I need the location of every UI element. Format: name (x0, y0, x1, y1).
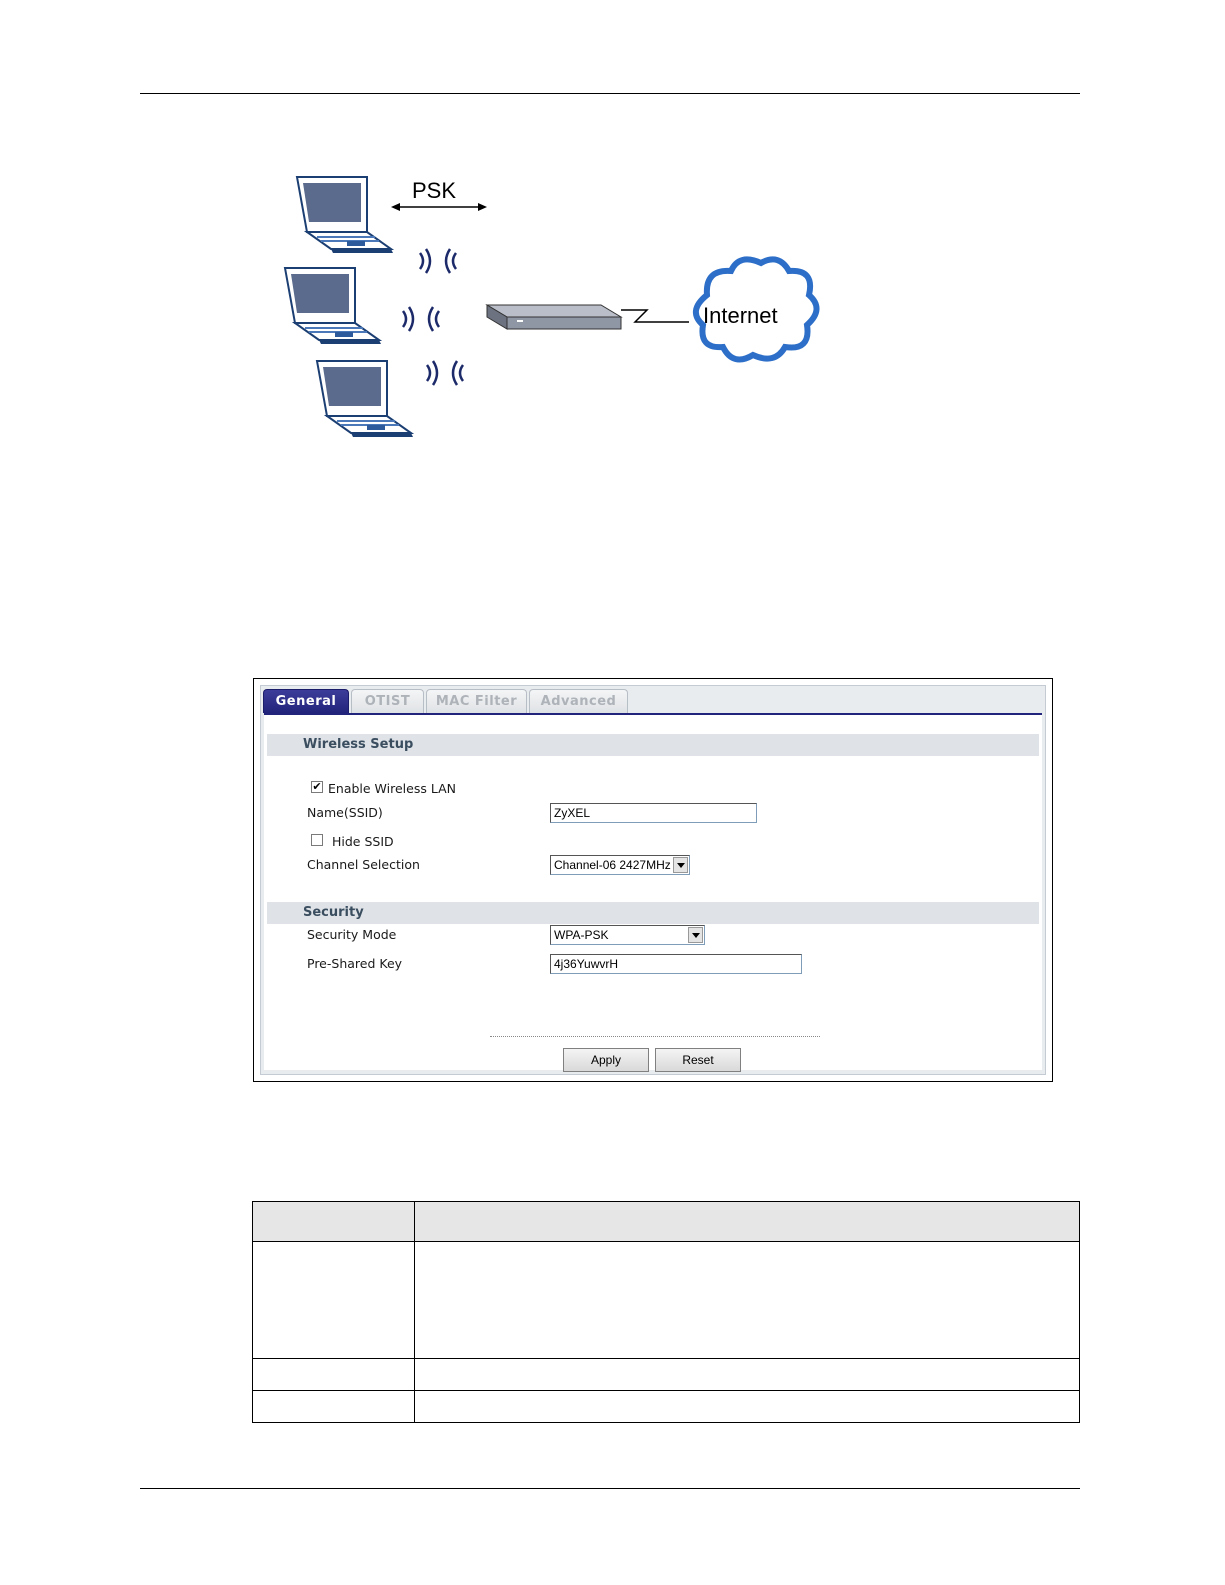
table-header-row (253, 1202, 1080, 1242)
security-mode-label: Security Mode (307, 927, 397, 942)
psk-label: PSK (412, 178, 457, 203)
table-row (253, 1242, 1080, 1359)
tab-otist[interactable]: OTIST (351, 689, 424, 713)
table-cell (253, 1391, 415, 1423)
table-cell (415, 1391, 1080, 1423)
button-separator (490, 1036, 820, 1037)
tab-advanced[interactable]: Advanced (529, 689, 628, 713)
apply-button[interactable]: Apply (563, 1048, 649, 1072)
table-row (253, 1359, 1080, 1391)
hide-ssid-checkbox[interactable] (311, 834, 323, 846)
table-header-cell (415, 1202, 1080, 1242)
table-cell (415, 1359, 1080, 1391)
wireless-signal-icon (403, 307, 439, 331)
table-cell (253, 1359, 415, 1391)
table-header-cell (253, 1202, 415, 1242)
laptop-icon (285, 268, 381, 344)
table-cell (415, 1242, 1080, 1359)
section-security: Security (267, 902, 1039, 924)
wan-link-icon (621, 310, 689, 322)
wireless-signal-icon (427, 361, 463, 385)
channel-selection-label: Channel Selection (307, 857, 420, 872)
enable-wireless-lan-label: Enable Wireless LAN (328, 781, 456, 796)
tab-mac-filter[interactable]: MAC Filter (426, 689, 527, 713)
reset-button[interactable]: Reset (655, 1048, 741, 1072)
security-mode-select[interactable] (550, 925, 705, 945)
chevron-down-icon[interactable] (673, 857, 688, 873)
header-rule (140, 93, 1080, 94)
psk-double-arrow-icon (391, 203, 487, 211)
tab-content (264, 713, 1042, 1070)
access-point-icon (487, 305, 621, 329)
laptop-icon (297, 177, 393, 253)
wireless-lan-general-screen (253, 678, 1053, 1082)
screen-frame (260, 685, 1046, 1075)
ssid-label: Name(SSID) (307, 805, 383, 820)
tab-general[interactable]: General (263, 689, 349, 713)
field-description-table (252, 1201, 1080, 1423)
table-cell (253, 1242, 415, 1359)
ssid-input[interactable]: ZyXEL (550, 803, 757, 823)
enable-wireless-lan-checkbox[interactable]: ✔ (312, 781, 322, 793)
section-wireless-setup: Wireless Setup (267, 734, 1039, 756)
chevron-down-icon[interactable] (688, 927, 703, 943)
laptop-icon (317, 361, 413, 437)
pre-shared-key-input[interactable]: 4j36YuwvrH (550, 954, 802, 974)
pre-shared-key-label: Pre-Shared Key (307, 956, 403, 971)
tab-bar (263, 687, 1047, 713)
footer-rule (140, 1488, 1080, 1489)
wireless-signal-icon (420, 249, 456, 273)
security-mode-value: WPA-PSK (554, 928, 609, 942)
channel-select[interactable] (550, 855, 690, 875)
wpa-psk-network-figure (255, 165, 825, 450)
table-row (253, 1391, 1080, 1423)
channel-select-value: Channel-06 2427MHz (554, 858, 671, 872)
hide-ssid-label: Hide SSID (332, 834, 394, 849)
internet-label: Internet (703, 303, 778, 328)
